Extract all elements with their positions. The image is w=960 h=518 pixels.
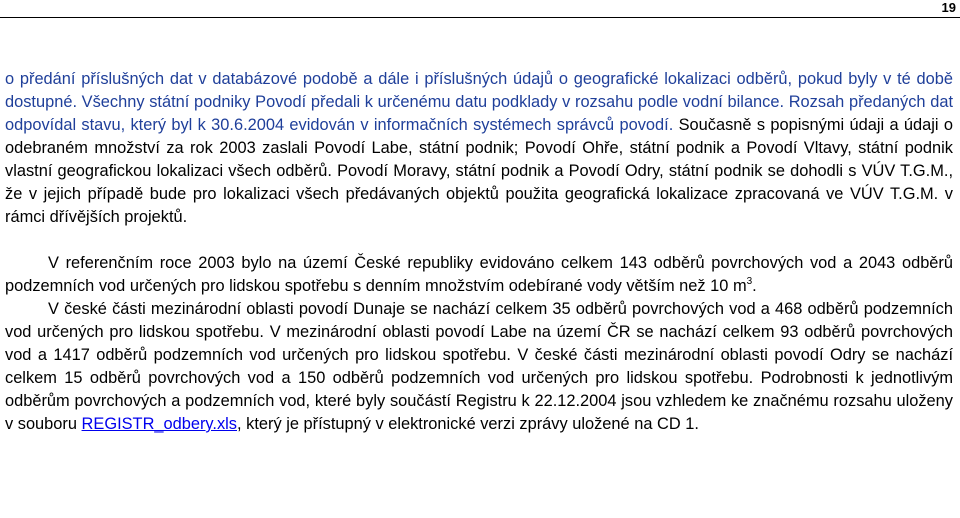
header-divider (0, 17, 960, 18)
document-body (5, 68, 953, 436)
paragraph-gap (5, 229, 953, 252)
river-basins-end: , který je přístupný v elektronické verzi zprávy uložené na CD 1. (237, 415, 699, 433)
paragraph-data-transfer-part2: Současně s popisnými údaji a údaji o odebraném množství za rok 2003 zaslali Povodí Labe, státní podnik; Povodí Ohře, státní podnik a Povodí Vltavy, státní podnik vlastní geografickou lokalizaci všech odběrů. Povodí Moravy, státní podnik a Povodí Odry, státní podnik se dohodli s VÚV T.G.M., že v jejich případě bude pro lokalizaci všech předávaných objektů použita geografická lokalizace zpracovaná ve VÚV T.G.M. v rámci dřívějších projektů. (5, 116, 953, 226)
river-basins-text: V české části mezinárodní oblasti povodí Dunaje se nachází celkem 35 odběrů povrchových vod a 468 odběrů podzemních vod určených pro lidskou spotřebu. V mezinárodní oblasti povodí Labe na území ČR se nachází celkem 93 odběrů povrchových vod a 1417 odběrů podzemních vod určených pro lidskou spotřebu. V české části mezinárodní oblasti povodí Odry se nachází celkem 15 odběrů povrchových vod a 150 odběrů podzemních vod určených pro lidskou spotřebu. Podrobnosti k jednotlivým odběrům povrchových a podzemních vod, které byly součástí Registru k 22.12.2004 jsou vzhledem ke značnému rozsahu uloženy v souboru (5, 300, 953, 433)
page-number: 19 (941, 0, 956, 15)
reference-year-text: V referenčním roce 2003 bylo na území České republiky evidováno celkem 143 odběrů povrchových vod a 2043 odběrů podzemních vod určených pro lidskou spotřebu s denním množstvím odebírané vody větším než 10 m (5, 254, 953, 295)
paragraph-data-transfer-part1: o předání příslušných dat v databázové podobě a dále i příslušných údajů o geografické lokalizaci odběrů, pokud byly v té době dostupné. Všechny státní podniky Povodí předali k určenému datu podklady v rozsahu podle vodní bilance. Rozsah předaných dat odpovídal stavu, který byl k 30.6.2004 evidován v informačních systémech správců povodí. (5, 70, 953, 134)
paragraph-river-basins (5, 298, 953, 436)
cubic-superscript: 3 (746, 276, 753, 287)
reference-year-end: . (752, 277, 757, 295)
registr-odbery-file-link[interactable]: REGISTR_odbery.xls (81, 415, 238, 433)
paragraph-data-transfer (5, 68, 953, 229)
paragraph-reference-year (5, 252, 953, 298)
